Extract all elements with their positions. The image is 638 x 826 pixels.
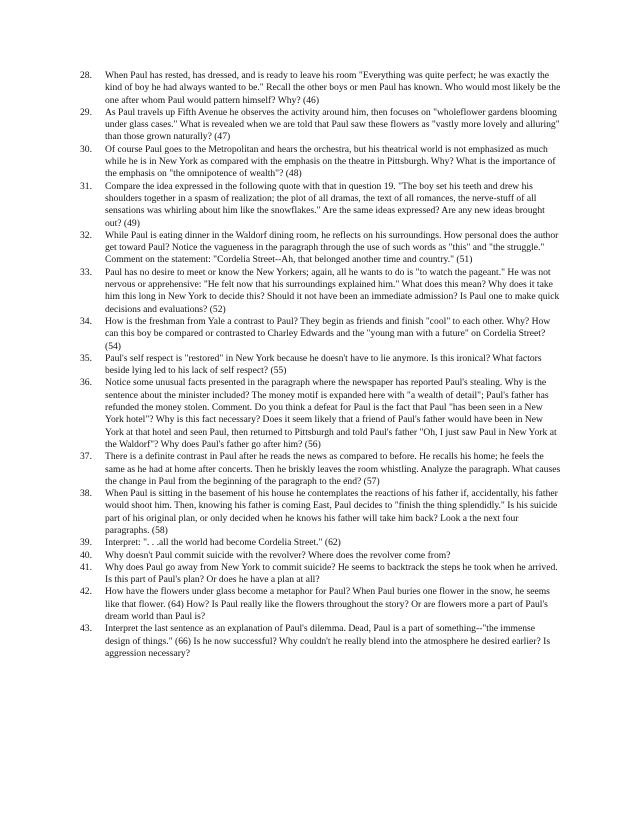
question-number: 41. bbox=[80, 561, 92, 573]
question-item bbox=[80, 181, 562, 230]
question-item bbox=[80, 377, 562, 451]
question-text: When Paul has rested, has dressed, and is ready to leave his room "Everything was quite perfect; he was exactly the kind of boy he had always wanted to be." Recall the other boys or men Paul has known. Who would most likely be the one after whom Paul would pattern himself? Why? (46) bbox=[105, 70, 561, 106]
question-item bbox=[80, 353, 562, 378]
question-item bbox=[80, 70, 562, 107]
question-text: As Paul travels up Fifth Avenue he observes the activity around him, then focuses on "wholeflower gardens blooming under glass cases." What is revealed when we are told that Paul saw these flowers as "vastly more lovely and alluring" than those grown naturally? (47) bbox=[105, 106, 560, 143]
question-number: 36. bbox=[80, 377, 92, 389]
question-number: 31. bbox=[80, 180, 92, 192]
question-number: 37. bbox=[80, 451, 92, 463]
question-item bbox=[80, 623, 562, 660]
question-number: 33. bbox=[80, 266, 92, 278]
question-item bbox=[80, 267, 562, 316]
question-item bbox=[80, 537, 562, 549]
question-text: Why doesn't Paul commit suicide with the revolver? Where does the revolver come from? bbox=[105, 549, 451, 561]
question-text: Interpret the last sentence as an explanation of Paul's dilemma. Dead, Paul is a part of something--"the immense design of things." (66) Is he now successful? Why couldn't he really blend into the atmosphere he desired earlier? Is aggression necessary? bbox=[105, 623, 551, 659]
question-text: How is the freshman from Yale a contrast to Paul? They begin as friends and finish "cool" to each other. Why? How can this boy be compared or contrasted to Charley Edwards and the "young man with a future" on Cordelia Street? (54) bbox=[105, 315, 551, 352]
question-text: Interpret: ". . .all the world had become Cordelia Street." (62) bbox=[105, 537, 341, 549]
question-number: 39. bbox=[80, 537, 92, 549]
question-number: 28. bbox=[80, 70, 92, 81]
question-item bbox=[80, 488, 562, 537]
question-number: 35. bbox=[80, 352, 92, 364]
question-text: How have the flowers under glass become a metaphor for Paul? When Paul buries one flower in the snow, he seems like that flower. (64) How? Is Paul really like the flowers throughout the story? Or are flowers more a part of Paul's dream world than Paul is? bbox=[105, 586, 550, 623]
question-item bbox=[80, 550, 562, 562]
question-item bbox=[80, 107, 562, 144]
question-number: 40. bbox=[80, 549, 92, 561]
question-item bbox=[80, 144, 562, 181]
question-number: 38. bbox=[80, 488, 92, 500]
question-item bbox=[80, 230, 562, 267]
question-list bbox=[80, 70, 562, 660]
question-number: 32. bbox=[80, 229, 92, 241]
question-item bbox=[80, 316, 562, 353]
question-text: While Paul is eating dinner in the Waldorf dining room, he reflects on his surroundings. How personal does the author get toward Paul? Notice the vagueness in the paragraph through the use of such words as "this" and "the struggle." Comment on the statement: "Cordelia Street--Ah, that belonged another time and country." (51) bbox=[105, 229, 559, 266]
question-text: Paul's self respect is "restored" in New York because he doesn't have to lie anymore. Is this ironical? What factors beside lying led to his lack of self respect? (55) bbox=[105, 352, 542, 377]
question-number: 34. bbox=[80, 315, 92, 327]
question-text: Compare the idea expressed in the following quote with that in question 19. "The boy set his teeth and drew his shoulders together in a spasm of realization; the plot of all dramas, the text of all romances, the nerve-stuff of all sensations was whirling about him like the snowflakes." Are the same ideas expressed? Are any new ideas brought out? (49) bbox=[105, 180, 545, 229]
question-number: 42. bbox=[80, 586, 92, 598]
question-item bbox=[80, 586, 562, 623]
question-text: Notice some unusual facts presented in the paragraph where the newspaper has reported Paul's stealing. Why is the sentence about the minister included? The money motif is expanded here with "a wealth of detail"; Paul's father has refunded the money stolen. Comment. Do you think a defeat for Paul is the fact that Paul "has been seen in a New York hotel"? Why is this fact necessary? Does it seem likely that a friend of Paul's father would have been in New York at that hotel and seen Paul, then returned to Pittsburgh and told Paul's father "Oh, I just saw Paul in New York at the Waldorf"? Why does Paul's father go after him? (56) bbox=[105, 377, 557, 450]
question-item bbox=[80, 451, 562, 488]
question-number: 30. bbox=[80, 143, 92, 155]
question-text: There is a definite contrast in Paul after he reads the news as compared to before. He recalls his home; he feels the same as he had at home after concerts. Then he briskly leaves the room whistling. Analyze the paragraph. What causes the change in Paul from the beginning of the paragraph to the end? (57) bbox=[105, 451, 561, 487]
question-number: 43. bbox=[80, 623, 92, 635]
question-text: Why does Paul go away from New York to commit suicide? He seems to backtrack the steps he took when he arrived. Is this part of Paul's plan? Or does he have a plan at all? bbox=[105, 561, 558, 586]
question-text: Of course Paul goes to the Metropolitan and hears the orchestra, but his theatrical world is not emphasized as much while he is in New York as compared with the emphasis on the theatre in Pittsburgh. Why? What is the importance of the emphasis on "the omnipotence of wealth"? (48) bbox=[105, 143, 556, 180]
question-item bbox=[80, 562, 562, 587]
question-text: When Paul is sitting in the basement of his house he contemplates the reactions of his father if, accidentally, his father would shoot him. Then, knowing his father is coming East, Paul decides to "finish the thing splendidly." Is his suicide part of his original plan, or only decided when he knows his father will take him back? Look a the next four paragraphs. (58) bbox=[105, 488, 558, 536]
question-text: Paul has no desire to meet or know the New Yorkers; again, all he wants to do is "to watch the pageant." He was not nervous or apprehensive: "He felt now that his surroundings explained him." What does this mean? Why does it take him this long in New York to decide this? Should it not have been an immediate admission? Is Paul one to make quick decisions and evaluations? (52) bbox=[105, 266, 560, 315]
question-number: 29. bbox=[80, 106, 92, 118]
